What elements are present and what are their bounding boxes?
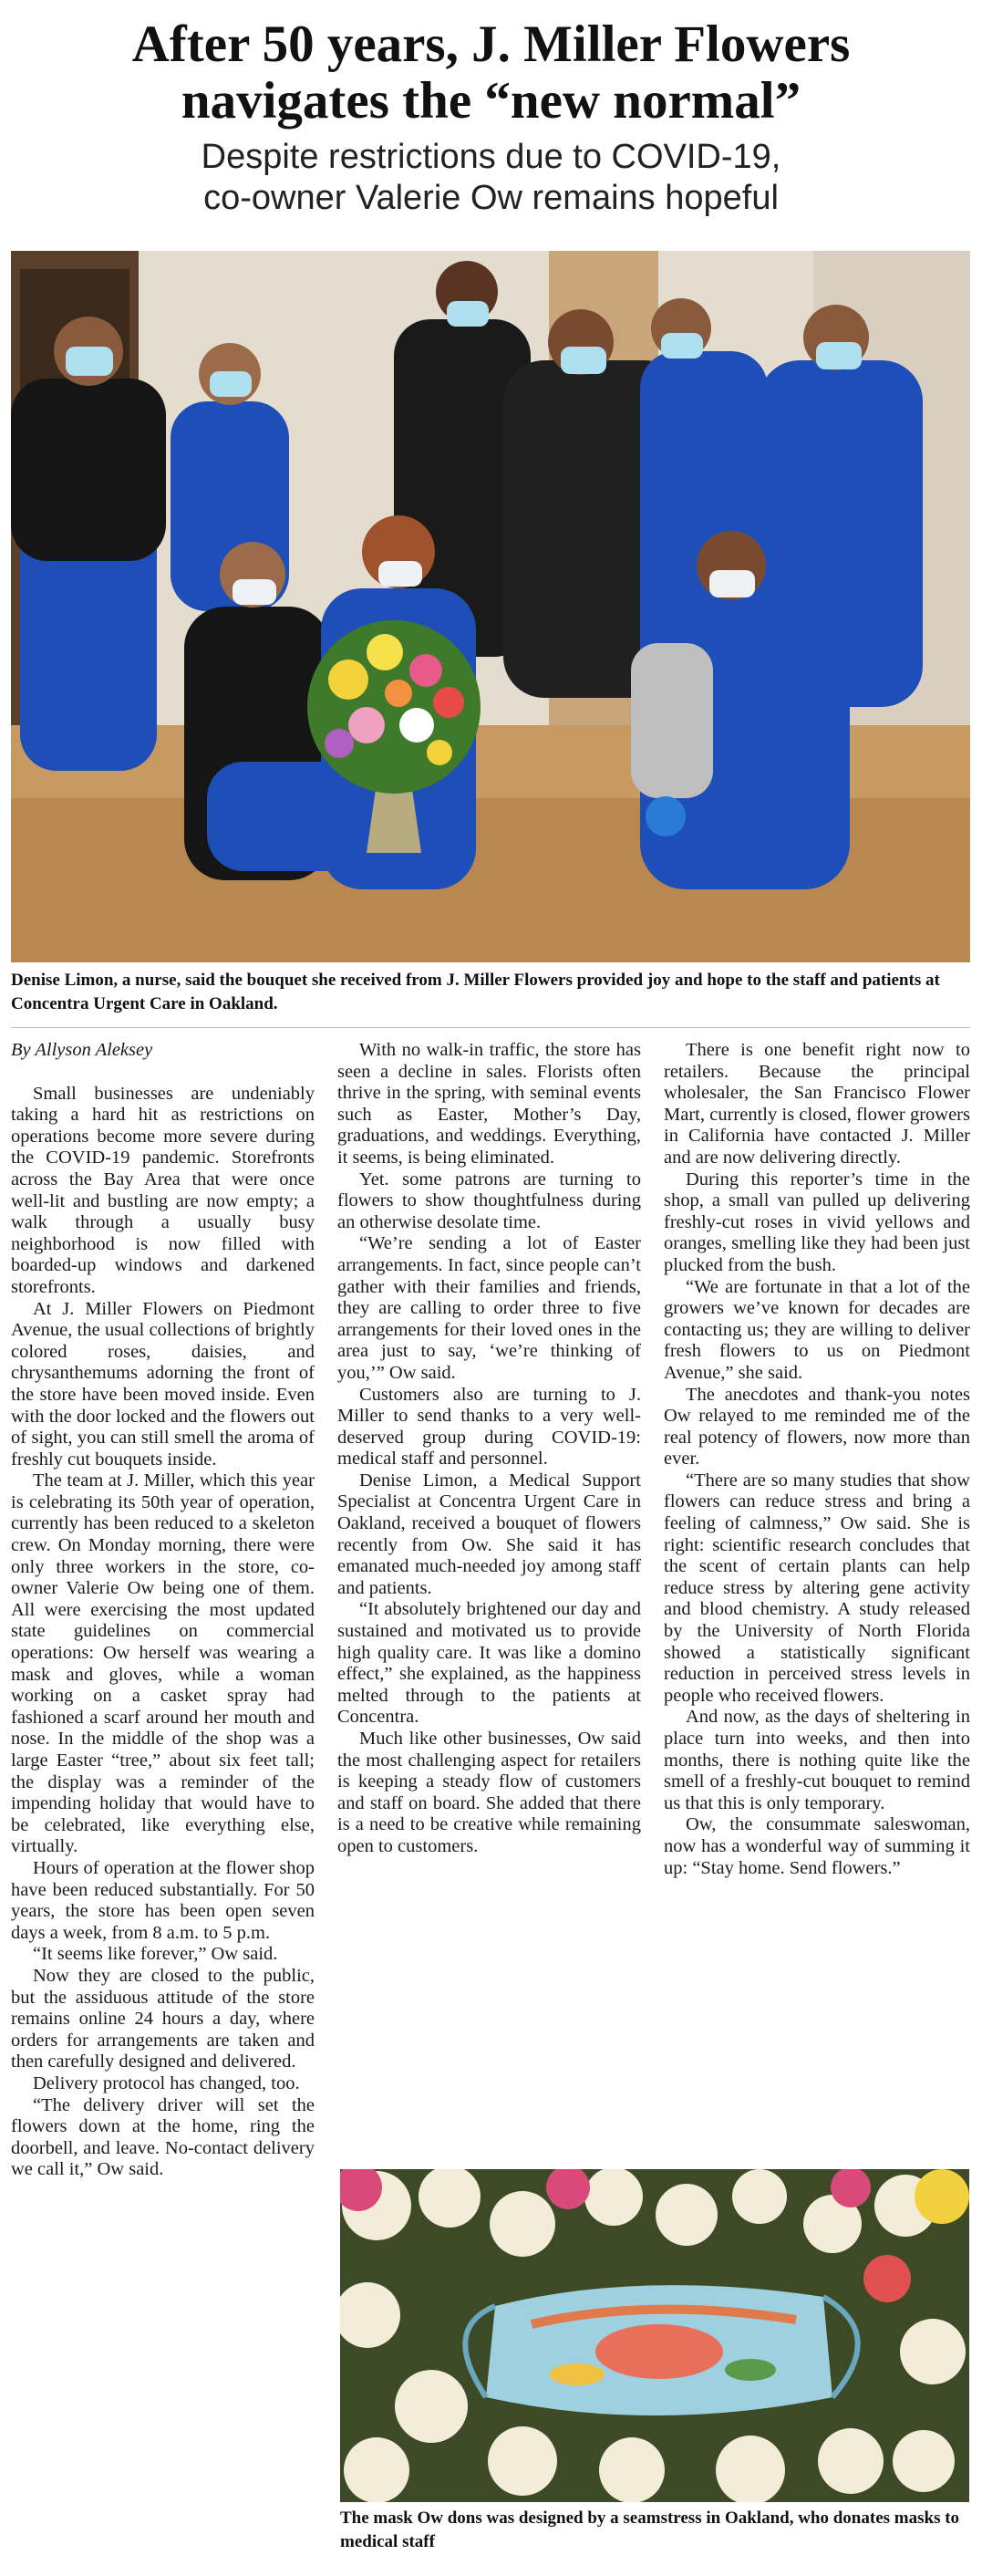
staff-group-photo — [11, 251, 970, 962]
paragraph: “It seems like forever,” Ow said. — [33, 1944, 278, 1965]
paragraph: Hours of operation at the flower shop have been reduced substantially. For 50 years, the store has been open seven days a week, from 8 a.m. to 5 p.m. — [11, 1857, 315, 1943]
paragraph: Yet. some patrons are turning to flowers to show thoughtfulness during an otherwise desolate time. — [337, 1169, 641, 1232]
mask-photo-caption: The mask Ow dons was designed by a seamstress in Oakland, who donates masks to medical staff — [340, 2508, 960, 2551]
paragraph: The team at J. Miller, which this year is celebrating its 50th year of operation, currently has been reduced to a skeleton crew. On Monday morning, there were only three workers in the store, co-owner Valerie Ow being one of them. All were exercising the most updated state guidelines on commercial operations: Ow herself was wearing a mask and gloves, while a woman working on a casket spray had fashioned a scarf around her mouth and nose. In the middle of the shop was a large Easter “tree,” about six feet tall; the display was a reminder of the impending holiday that would have to be celebrated, like everything else, virtually. — [11, 1470, 315, 1857]
paragraph: Customers also are turning to J. Miller to send thanks to a very well-deserved group during COVID-19: medical staff and personnel. — [337, 1384, 641, 1470]
paragraph: Denise Limon, a Medical Support Specialist at Concentra Urgent Care in Oakland, received a bouquet of flowers recently from Ow. She said it has emanated much-needed joy among staff and patients. — [337, 1470, 641, 1598]
byline: By Allyson Aleksey — [11, 1040, 153, 1060]
paragraph: And now, as the days of sheltering in place turn into weeks, and then into months, there is nothing quite like the smell of a freshly-cut bouquet to remind us that this is only temporary. — [664, 1707, 970, 1813]
paragraph: Small businesses are undeniably taking a hard hit as restrictions on operations become more severe during the COVID-19 pandemic. Storefronts across the Bay Area that were once well-lit and bustling are now empty; a walk through a usually busy neighborhood is now filled with boarded-up windows and darkened storefronts. — [11, 1083, 315, 1297]
main-photo-caption: Denise Limon, a nurse, said the bouquet she received from J. Miller Flowers provided joy and hope to the staff and patients at Concentra Urgent Care in Oakland. — [11, 971, 940, 1013]
article-column-1 — [11, 1040, 315, 2181]
subheadline-line-2: co-owner Valerie Ow remains hopeful — [203, 179, 779, 217]
headline — [0, 16, 982, 130]
paragraph: “The delivery driver will set the flowers down at the home, ring the doorbell, and leave. No-contact delivery we call it,” Ow said. — [11, 2094, 315, 2180]
paragraph: With no walk-in traffic, the store has seen a decline in sales. Florists often thrive in the spring, with seminal events such as Easter, Mother’s Day, graduations, and weddings. Everything, it seems, is being eliminated. — [337, 1040, 641, 1168]
caption-divider — [11, 1027, 970, 1028]
article-column-3 — [664, 1040, 970, 1879]
subheadline-line-1: Despite restrictions due to COVID-19, — [201, 138, 781, 176]
paragraph: Delivery protocol has changed, too. — [33, 2072, 300, 2093]
paragraph: Ow, the consummate saleswoman, now has a wonderful way of summing it up: “Stay home. Send flowers.” — [664, 1814, 970, 1878]
paragraph: The anecdotes and thank-you notes Ow relayed to me reminded me of the real potency of flowers, now more than ever. — [664, 1384, 970, 1470]
paragraph: “It absolutely brightened our day and sustained and motivated us to provide high quality care. It was like a domino effect,” she explained, as the happiness melted through to the patients at Concentra. — [337, 1599, 641, 1728]
mask-photo — [340, 2169, 969, 2502]
paragraph: During this reporter’s time in the shop, a small van pulled up delivering freshly-cut roses in vivid yellows and oranges, smelling like they had been just plucked from the bush. — [664, 1169, 970, 1275]
headline-line-1: After 50 years, J. Miller Flowers — [131, 16, 851, 73]
paragraph: Now they are closed to the public, but the assiduous attitude of the store remains online 24 hours a day, where orders for arrangements are taken and then carefully designed and delivered. — [11, 1965, 315, 2072]
article-column-2 — [337, 1040, 641, 1858]
headline-line-2: navigates the “new normal” — [181, 72, 801, 130]
paragraph: Much like other businesses, Ow said the most challenging aspect for retailers is keeping a steady flow of customers and staff on board. She added that there is a need to be creative while remaining open to customers. — [337, 1729, 641, 1856]
paragraph: “There are so many studies that show flowers can reduce stress and bring a feeling of calmness,” Ow said. She is right: scientific research concludes that the scent of certain plants can help reduce stress by altering gene activity and blood chemistry. A study released by the University of North Florida showed a statistically significant reduction in perceived stress levels in people who received flowers. — [664, 1470, 970, 1706]
subheadline — [0, 137, 982, 219]
paragraph: “We’re sending a lot of Easter arrangements. In fact, since people can’t gather with their families and friends, they are calling to order three to five arrangements for their loved ones in the area just to say, ‘we’re thinking of you,’” Ow said. — [337, 1233, 641, 1383]
paragraph: There is one benefit right now to retailers. Because the principal wholesaler, the San Francisco Flower Mart, currently is closed, flower growers in California have contacted J. Miller and are now delivering directly. — [664, 1040, 970, 1168]
paragraph: “We are fortunate in that a lot of the growers we’ve known for decades are contacting us; they are willing to deliver fresh flowers to us on Piedmont Avenue,” she said. — [664, 1276, 970, 1383]
paragraph: At J. Miller Flowers on Piedmont Avenue, the usual collections of brightly colored roses, daisies, and chrysanthemums adorning the front of the store have been moved inside. Even with the door locked and the flowers out of sight, you can still smell the aroma of freshly cut bouquets inside. — [11, 1298, 315, 1470]
